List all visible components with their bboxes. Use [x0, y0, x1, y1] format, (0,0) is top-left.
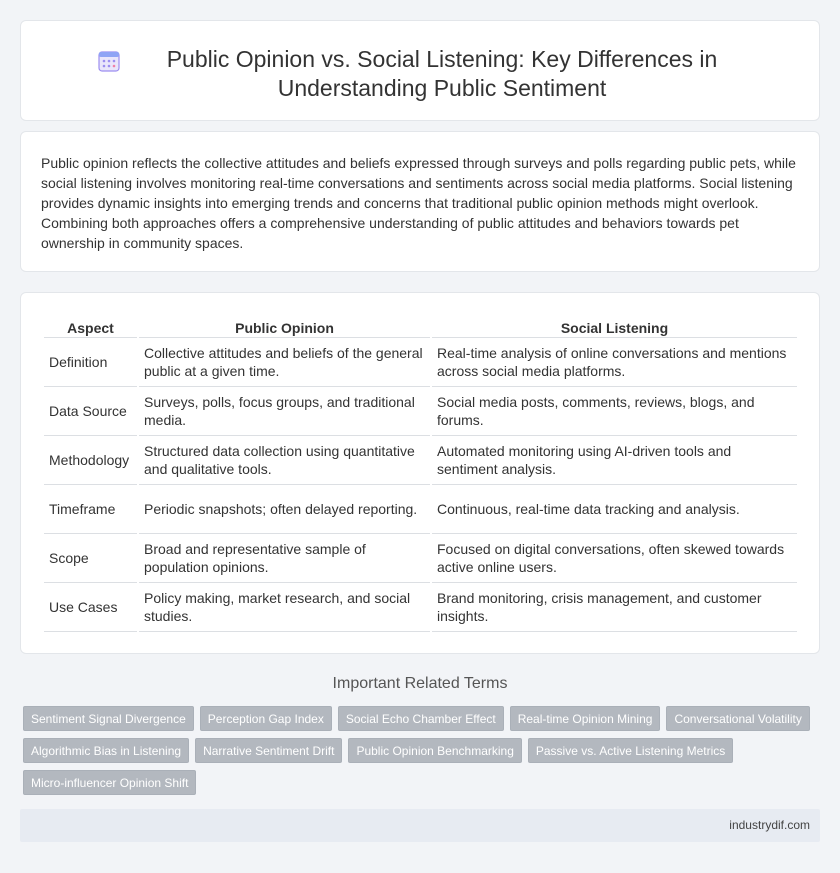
header-social-listening: Social Listening: [432, 315, 797, 338]
footer-site-link[interactable]: industrydif.com: [729, 818, 810, 832]
table-row: [44, 387, 797, 436]
row-public-opinion: Broad and representative sample of population opinions.: [139, 534, 430, 583]
calendar-icon: [98, 50, 120, 72]
related-term-tag[interactable]: Passive vs. Active Listening Metrics: [528, 738, 733, 763]
row-social-listening: Real-time analysis of online conversations and mentions across social media platforms.: [432, 338, 797, 387]
related-term-tag[interactable]: Social Echo Chamber Effect: [338, 706, 504, 731]
row-public-opinion: Structured data collection using quantitative and qualitative tools.: [139, 436, 430, 485]
related-term-tag[interactable]: Public Opinion Benchmarking: [348, 738, 521, 763]
row-aspect: Timeframe: [44, 485, 137, 534]
page-title: Public Opinion vs. Social Listening: Key Differences in Understanding Public Sentiment: [166, 46, 718, 101]
row-social-listening: Focused on digital conversations, often skewed towards active online users.: [432, 534, 797, 583]
table-row: [44, 436, 797, 485]
row-social-listening: Continuous, real-time data tracking and analysis.: [432, 485, 797, 534]
row-aspect: Definition: [44, 338, 137, 387]
row-aspect: Use Cases: [44, 583, 137, 632]
related-term-tag[interactable]: Perception Gap Index: [200, 706, 332, 731]
table-header-row: [44, 315, 797, 338]
row-public-opinion: Surveys, polls, focus groups, and traditional media.: [139, 387, 430, 436]
intro-paragraph: Public opinion reflects the collective attitudes and beliefs expressed through surveys and polls regarding public pets, while social listening involves monitoring real-time conversations and sentiments across social media platforms. Social listening provides dynamic insights into emerging trends and concerns that traditional public opinion methods might overlook. Combining both approaches offers a comprehensive understanding of public attitudes and behaviors towards pet ownership in community spaces.: [41, 155, 796, 251]
related-term-tag[interactable]: Sentiment Signal Divergence: [23, 706, 194, 731]
related-term-tag[interactable]: Conversational Volatility: [666, 706, 809, 731]
related-term-tag[interactable]: Micro-influencer Opinion Shift: [23, 770, 196, 795]
header-aspect: Aspect: [44, 315, 137, 338]
row-public-opinion: Periodic snapshots; often delayed reporting.: [139, 485, 430, 534]
comparison-table: [42, 315, 799, 632]
row-aspect: Methodology: [44, 436, 137, 485]
row-aspect: Scope: [44, 534, 137, 583]
table-row: [44, 583, 797, 632]
table-row: [44, 485, 797, 534]
related-term-tag[interactable]: Algorithmic Bias in Listening: [23, 738, 189, 763]
header-public-opinion: Public Opinion: [139, 315, 430, 338]
intro-card: [20, 131, 820, 272]
related-term-tag[interactable]: Real-time Opinion Mining: [510, 706, 661, 731]
row-social-listening: Automated monitoring using AI-driven tools and sentiment analysis.: [432, 436, 797, 485]
comparison-card: [20, 292, 820, 654]
row-social-listening: Social media posts, comments, reviews, blogs, and forums.: [432, 387, 797, 436]
row-social-listening: Brand monitoring, crisis management, and customer insights.: [432, 583, 797, 632]
table-row: [44, 338, 797, 387]
related-terms-list: [23, 706, 823, 802]
row-public-opinion: Collective attitudes and beliefs of the general public at a given time.: [139, 338, 430, 387]
related-term-tag[interactable]: Narrative Sentiment Drift: [195, 738, 342, 763]
header-card: [20, 20, 820, 121]
related-terms-title: Important Related Terms: [332, 675, 508, 692]
footer: [20, 809, 820, 842]
row-aspect: Data Source: [44, 387, 137, 436]
row-public-opinion: Policy making, market research, and social studies.: [139, 583, 430, 632]
table-row: [44, 534, 797, 583]
